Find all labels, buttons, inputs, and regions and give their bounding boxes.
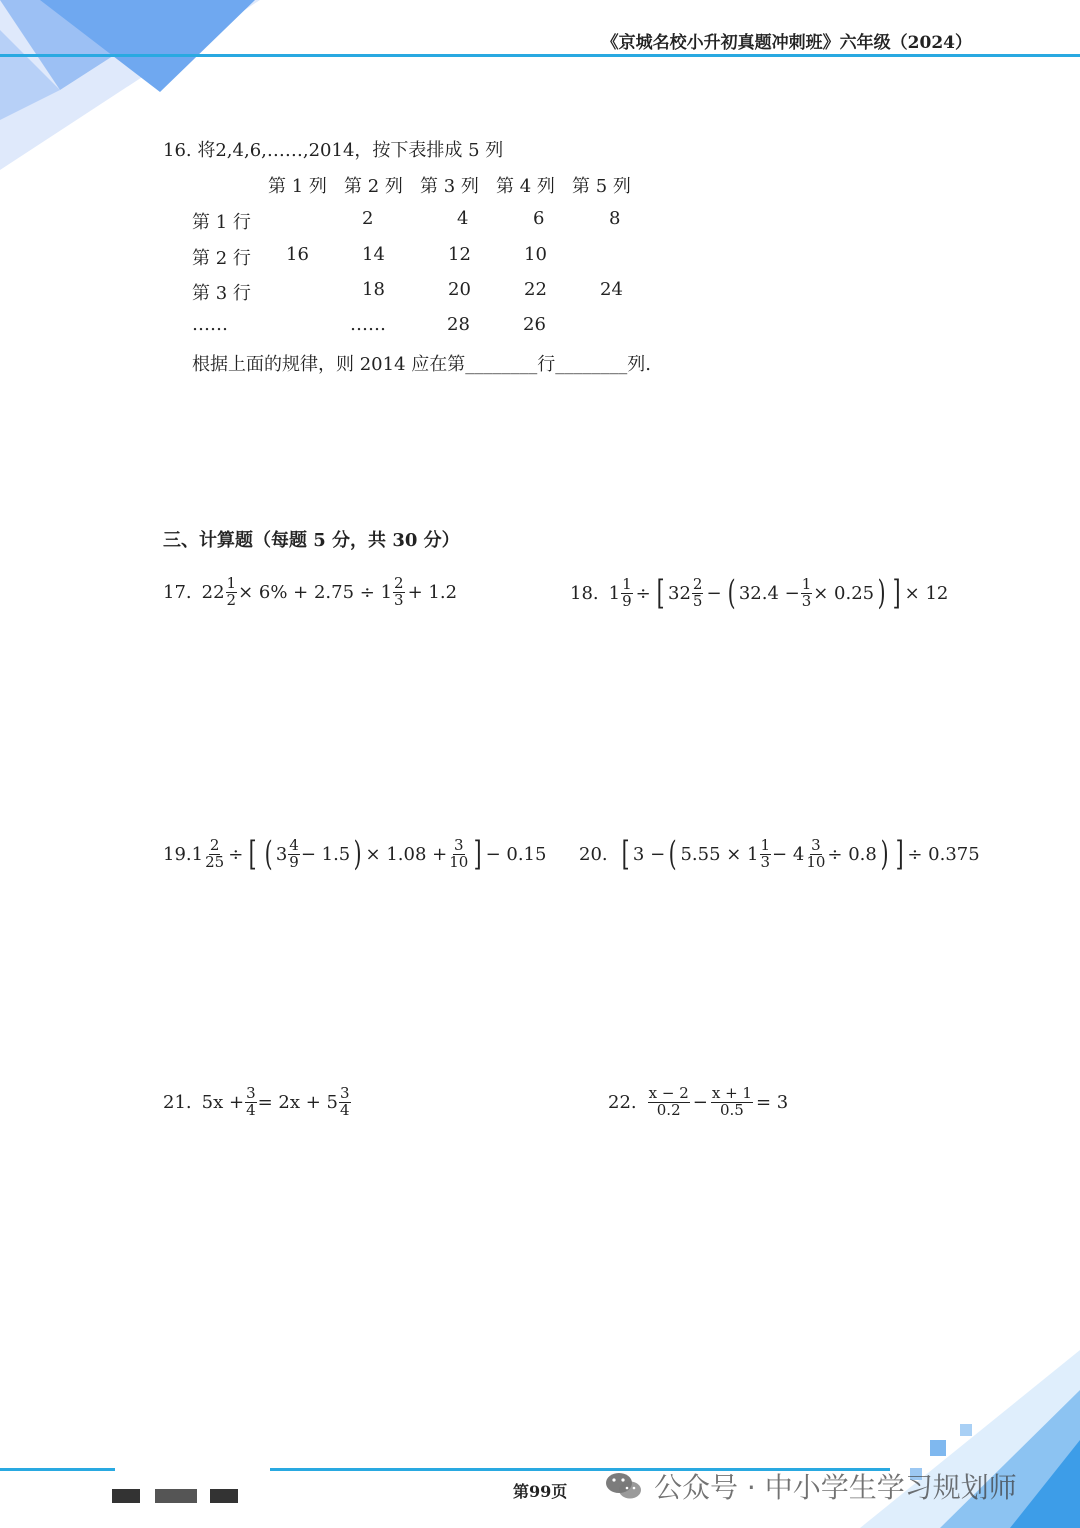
col-header: 第 5 列 xyxy=(572,176,631,197)
problem-number: 18. xyxy=(570,582,599,604)
denominator: 0.5 xyxy=(719,1100,744,1119)
numerator: 1 xyxy=(622,574,632,593)
fraction xyxy=(393,576,405,609)
denominator: 3 xyxy=(394,590,404,609)
problem-number: 21. xyxy=(163,1091,192,1113)
numerator: 2 xyxy=(394,574,404,592)
fraction xyxy=(245,1086,257,1119)
math-term: 3 xyxy=(275,843,288,865)
col-header: 第 3 列 xyxy=(420,176,479,197)
math-term: ÷ 0.8 xyxy=(827,843,877,865)
row-label: 第 3 行 xyxy=(192,283,251,304)
math-term: − xyxy=(692,1091,708,1113)
parenthesis: ) xyxy=(880,834,889,874)
denominator: 5 xyxy=(692,591,703,610)
wechat-icon xyxy=(604,1470,644,1502)
denominator: 4 xyxy=(246,1100,256,1119)
table-cell: 6 xyxy=(533,208,545,229)
math-term: 32 xyxy=(668,582,691,604)
numerator: 3 xyxy=(811,835,821,854)
math-term: 32.4 − xyxy=(738,582,800,604)
denominator: 9 xyxy=(622,591,632,610)
bracket: ] xyxy=(893,573,902,613)
table-cell: 16 xyxy=(286,244,309,265)
numerator: 3 xyxy=(340,1084,350,1102)
math-term: = 2x + 5 xyxy=(257,1091,338,1113)
header-rule xyxy=(0,54,1080,57)
table-cell: 24 xyxy=(600,279,623,300)
denominator: 2 xyxy=(226,590,237,609)
math-term: 22 xyxy=(201,581,225,603)
denominator: 10 xyxy=(806,852,826,871)
bracket: [ xyxy=(621,834,630,874)
q16-question xyxy=(192,350,651,376)
denominator: 4 xyxy=(340,1100,350,1119)
table-cell: …… xyxy=(350,314,386,335)
numerator: x − 2 xyxy=(648,1084,689,1102)
math-term: − 0.15 xyxy=(485,843,547,865)
q16-stem: 16. 将2,4,6,……,2014，按下表排成 5 列 xyxy=(163,140,504,161)
parenthesis: ( xyxy=(668,834,677,874)
row-label: …… xyxy=(192,314,228,335)
fraction xyxy=(339,1086,351,1119)
math-term: − 4 xyxy=(772,843,805,865)
numerator: 3 xyxy=(246,1084,256,1102)
bracket: [ xyxy=(656,573,665,613)
numerator: 1 xyxy=(760,835,771,854)
table-cell: 2 xyxy=(362,208,374,229)
section-title: 三、计算题（每题 5 分，共 30 分） xyxy=(163,530,460,551)
fraction xyxy=(288,835,300,871)
table-cell: 8 xyxy=(609,208,621,229)
denominator: 10 xyxy=(449,852,469,871)
math-term: × 6% + 2.75 ÷ 1 xyxy=(238,581,393,603)
math-term: ÷ xyxy=(635,582,651,604)
watermark-text: 公众号 · 中小学生学习规划师 xyxy=(654,1471,1017,1504)
math-term: − 1.5 xyxy=(300,843,351,865)
table-cell: 4 xyxy=(457,208,469,229)
problem-number: 20. xyxy=(579,843,608,865)
q16-question-text: 根据上面的规律，则 2014 应在第 xyxy=(192,354,466,375)
table-cell: 14 xyxy=(362,244,385,265)
bracket: ] xyxy=(895,834,904,874)
parenthesis: ( xyxy=(727,573,736,613)
watermark xyxy=(604,1466,1017,1506)
math-term: × 12 xyxy=(904,582,949,604)
header-title: 《京城名校小升初真题冲刺班》六年级（2024） xyxy=(601,33,972,53)
math-term: 1 xyxy=(608,582,621,604)
problem-22 xyxy=(608,1086,790,1119)
fraction xyxy=(692,574,704,610)
math-term: × 1.08 + xyxy=(365,843,448,865)
math-term: = 3 xyxy=(755,1091,789,1113)
fraction xyxy=(648,1086,690,1119)
math-term: + 1.2 xyxy=(407,581,458,603)
problem-21 xyxy=(163,1086,352,1119)
row-label: 第 2 行 xyxy=(192,248,251,269)
problem-number: 17. xyxy=(163,581,192,603)
problem-number: 19. xyxy=(163,843,192,865)
q16-col-word: 列. xyxy=(627,354,651,375)
fraction xyxy=(204,835,225,871)
math-term: 1 xyxy=(191,843,204,865)
table-cell: 28 xyxy=(447,314,470,335)
fraction xyxy=(805,835,826,871)
numerator: 2 xyxy=(692,574,703,593)
math-term: × 0.25 xyxy=(813,582,875,604)
col-header: 第 1 列 xyxy=(268,176,327,197)
page-number: 第99页 xyxy=(513,1482,568,1501)
numerator: 4 xyxy=(289,835,299,854)
fraction xyxy=(801,574,813,610)
numerator: x + 1 xyxy=(711,1084,752,1102)
numerator: 1 xyxy=(801,574,812,593)
problem-17 xyxy=(163,576,459,609)
math-term: − xyxy=(706,582,722,604)
problem-19 xyxy=(163,834,547,874)
denominator: 3 xyxy=(760,852,771,871)
problem-20 xyxy=(579,834,980,874)
fraction xyxy=(448,835,469,871)
q16-row-word: 行 xyxy=(537,354,556,375)
table-cell: 12 xyxy=(448,244,471,265)
math-term: ÷ 0.375 xyxy=(907,843,980,865)
math-term: 5.55 × 1 xyxy=(680,843,759,865)
math-term: 3 − xyxy=(632,843,666,865)
redacted-block xyxy=(112,1489,140,1503)
col-header: 第 2 列 xyxy=(344,176,403,197)
denominator: 9 xyxy=(289,852,299,871)
table-cell: 22 xyxy=(524,279,547,300)
table-cell: 10 xyxy=(524,244,547,265)
parenthesis: ( xyxy=(264,834,273,874)
redacted-block xyxy=(155,1489,197,1503)
bracket: [ xyxy=(248,834,257,874)
answer-blank-row[interactable]: ________ xyxy=(465,354,538,375)
parenthesis: ) xyxy=(877,573,886,613)
numerator: 2 xyxy=(209,835,220,854)
numerator: 1 xyxy=(226,574,237,592)
row-label: 第 1 行 xyxy=(192,212,251,233)
fraction xyxy=(226,576,238,609)
answer-blank-col[interactable]: ________ xyxy=(555,354,628,375)
problem-number: 22. xyxy=(608,1091,637,1113)
parenthesis: ) xyxy=(353,834,362,874)
denominator: 3 xyxy=(801,591,812,610)
col-header: 第 4 列 xyxy=(496,176,555,197)
bracket: ] xyxy=(473,834,482,874)
table-cell: 26 xyxy=(523,314,546,335)
denominator: 25 xyxy=(205,852,225,871)
problem-18 xyxy=(570,573,949,613)
fraction xyxy=(711,1086,753,1119)
math-term: ÷ xyxy=(228,843,244,865)
numerator: 3 xyxy=(453,835,464,854)
denominator: 0.2 xyxy=(656,1100,681,1119)
redacted-block xyxy=(210,1489,238,1503)
fraction xyxy=(621,574,633,610)
math-term: 5x + xyxy=(201,1091,245,1113)
table-cell: 18 xyxy=(362,279,385,300)
fraction xyxy=(760,835,772,871)
table-cell: 20 xyxy=(448,279,471,300)
footer-rule-left xyxy=(0,1468,115,1471)
